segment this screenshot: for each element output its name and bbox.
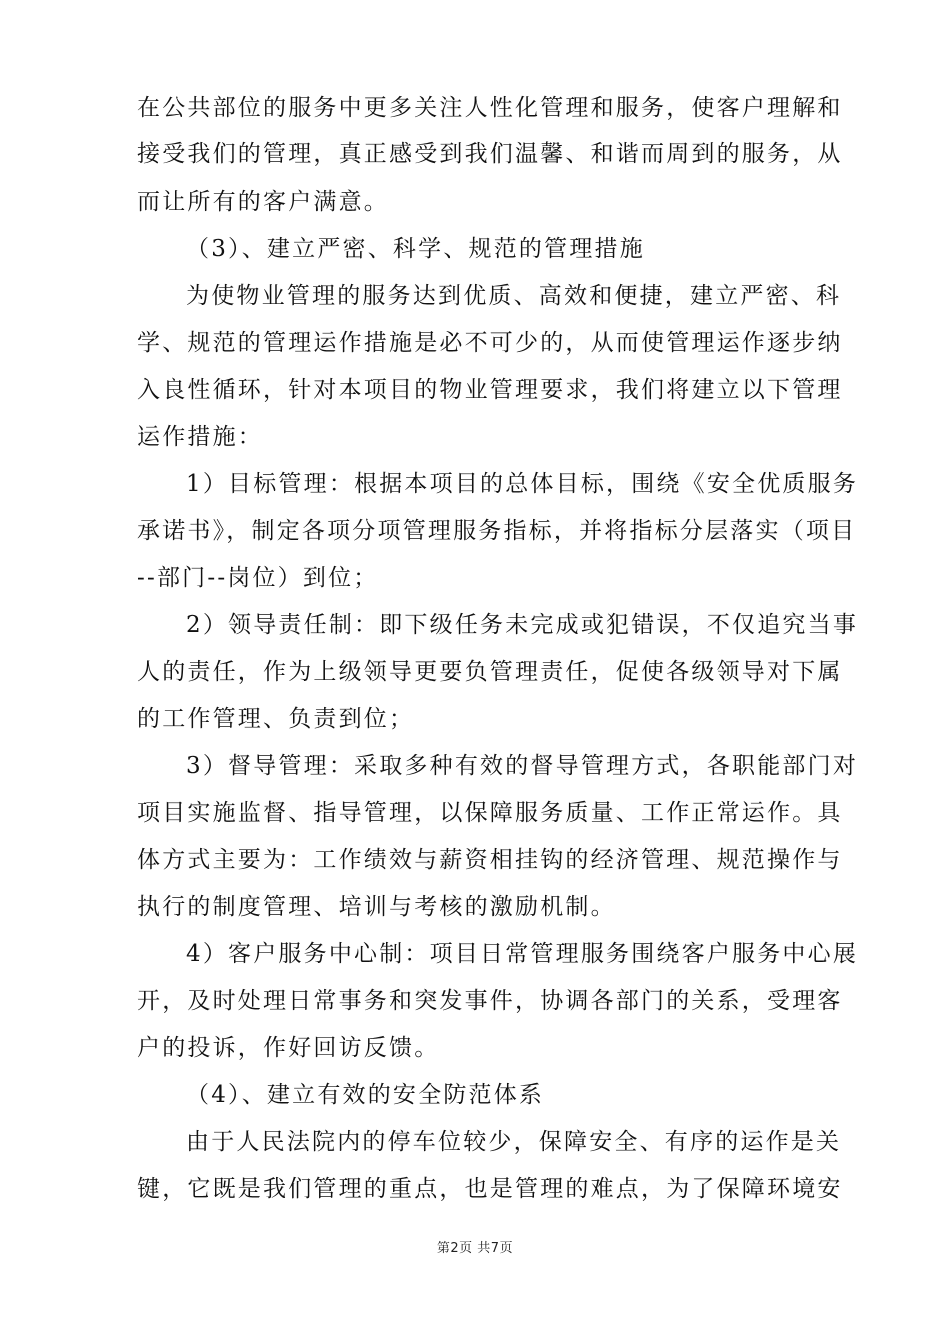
body-text-line: 键，它既是我们管理的重点，也是管理的难点，为了保障环境安	[137, 1176, 843, 1202]
body-text-line: 体方式主要为：工作绩效与薪资相挂钩的经济管理、规范操作与	[137, 847, 843, 873]
body-text-line: 承诺书》，制定各项分项管理服务指标，并将指标分层落实（项目	[137, 518, 857, 544]
body-text-line: 学、规范的管理运作措施是必不可少的，从而使管理运作逐步纳	[137, 330, 843, 356]
body-text-line: 运作措施：	[137, 424, 263, 450]
body-text-line: --部门--岗位）到位；	[137, 565, 379, 591]
list-item-first-line: 2）领导责任制：即下级任务未完成或犯错误，不仅追究当事	[186, 612, 859, 638]
page-number-footer: 第2页 共7页	[436, 1241, 514, 1256]
body-text-line: 执行的制度管理、培训与考核的激励机制。	[137, 894, 616, 920]
list-item-first-line: 1）目标管理：根据本项目的总体目标，围绕《安全优质服务	[186, 471, 859, 497]
paragraph-first-line: 由于人民法院内的停车位较少，保障安全、有序的运作是关	[186, 1129, 842, 1155]
body-text-line: 入良性循环，针对本项目的物业管理要求，我们将建立以下管理	[137, 377, 843, 403]
body-text-line: 户的投诉，作好回访反馈。	[137, 1035, 440, 1061]
body-text-line: 的工作管理、负责到位；	[137, 706, 415, 732]
list-item-first-line: 4）客户服务中心制：项目日常管理服务围绕客户服务中心展	[186, 941, 859, 967]
body-text-line: 而让所有的客户满意。	[137, 189, 389, 215]
section-heading: （3）、建立严密、科学、规范的管理措施	[186, 236, 645, 262]
body-text-line: 在公共部位的服务中更多关注人性化管理和服务，使客户理解和	[137, 95, 843, 121]
body-text-line: 项目实施监督、指导管理，以保障服务质量、工作正常运作。具	[137, 800, 843, 826]
paragraph-first-line: 为使物业管理的服务达到优质、高效和便捷，建立严密、科	[186, 283, 842, 309]
body-text-line: 人的责任，作为上级领导更要负管理责任，促使各级领导对下属	[137, 659, 843, 685]
body-text-line: 开，及时处理日常事务和突发事件，协调各部门的关系，受理客	[137, 988, 843, 1014]
list-item-first-line: 3）督导管理：采取多种有效的督导管理方式，各职能部门对	[186, 753, 859, 779]
body-text-line: 接受我们的管理，真正感受到我们温馨、和谐而周到的服务，从	[137, 141, 843, 167]
section-heading: （4）、建立有效的安全防范体系	[186, 1082, 545, 1108]
